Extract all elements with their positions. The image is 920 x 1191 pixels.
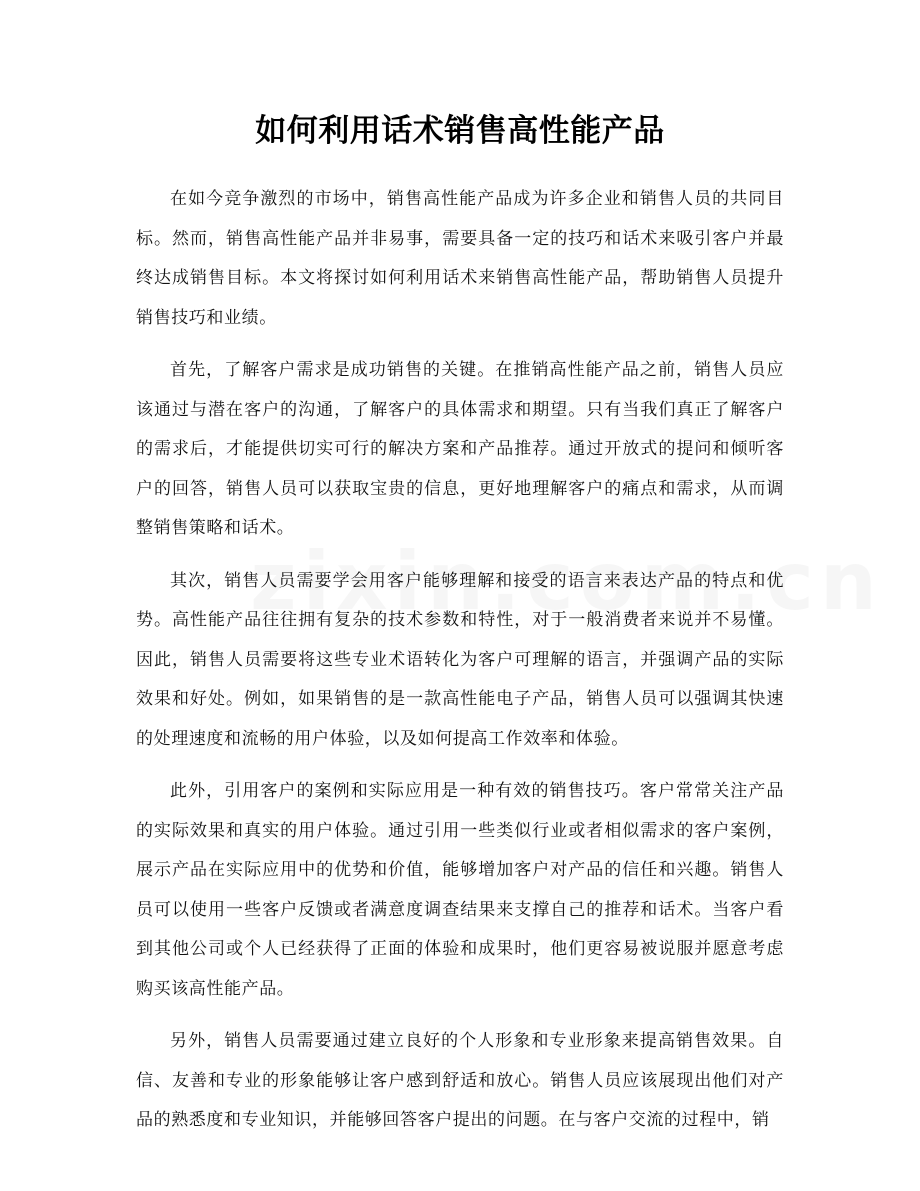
document-title: 如何利用话术销售高性能产品: [255, 113, 665, 149]
paragraph: 另外，销售人员需要通过建立良好的个人形象和专业形象来提高销售效果。自信、友善和专业的形象能够让客户感到舒适和放心。销售人员应该展现出他们对产品的熟悉度和专业知识，并能够回答客户提出的问题。在与客户交流的过程中，销: [136, 1031, 784, 1130]
paragraph: 在如今竞争激烈的市场中，销售高性能产品成为许多企业和销售人员的共同目标。然而，销售高性能产品并非易事，需要具备一定的技巧和话术来吸引客户并最终达成销售目标。本文将探讨如何利用话术来销售高性能产品，帮助销售人员提升销售技巧和业绩。: [136, 189, 784, 328]
paragraph: 首先，了解客户需求是成功销售的关键。在推销高性能产品之前，销售人员应该通过与潜在客户的沟通，了解客户的具体需求和期望。只有当我们真正了解客户的需求后，才能提供切实可行的解决方案和产品推荐。通过开放式的提问和倾听客户的回答，销售人员可以获取宝贵的信息，更好地理解客户的痛点和需求，从而调整销售策略和话术。: [136, 360, 784, 538]
paragraph: 其次，销售人员需要学会用客户能够理解和接受的语言来表达产品的特点和优势。高性能产品往往拥有复杂的技术参数和特性，对于一般消费者来说并不易懂。因此，销售人员需要将这些专业术语转化为客户可理解的语言，并强调产品的实际效果和好处。例如，如果销售的是一款高性能电子产品，销售人员可以强调其快速的处理速度和流畅的用户体验，以及如何提高工作效率和体验。: [136, 570, 784, 749]
document-body: [136, 180, 784, 1154]
paragraph: 此外，引用客户的案例和实际应用是一种有效的销售技巧。客户常常关注产品的实际效果和真实的用户体验。通过引用一些类似行业或者相似需求的客户案例，展示产品在实际应用中的优势和价值，能够增加客户对产品的信任和兴趣。销售人员可以使用一些客户反馈或者满意度调查结果来支撑自己的推荐和话术。当客户看到其他公司或个人已经获得了正面的体验和成果时，他们更容易被说服并愿意考虑购买该高性能产品。: [136, 781, 784, 999]
